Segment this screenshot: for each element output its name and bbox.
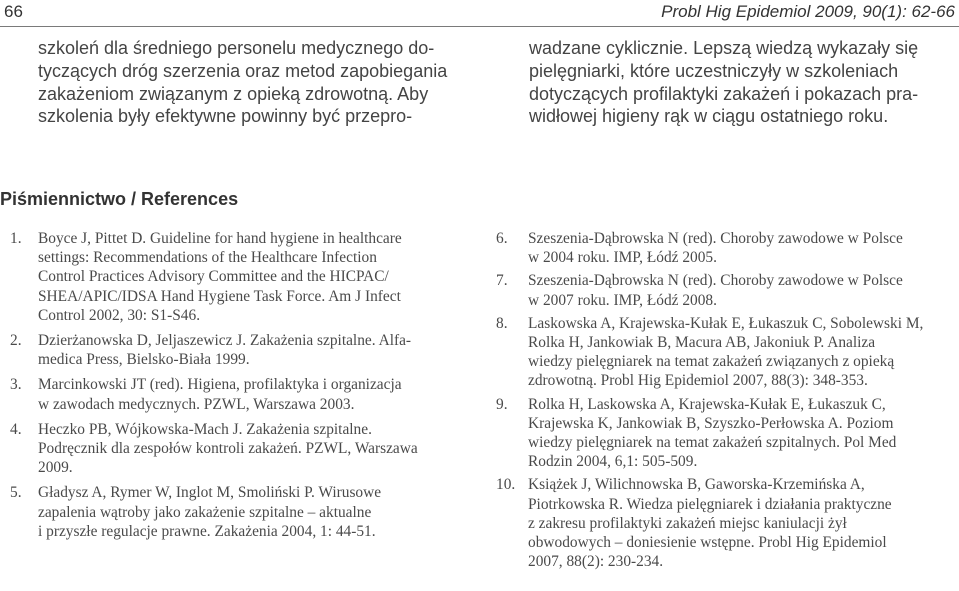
reference-number: 4. xyxy=(10,420,22,438)
reference-item xyxy=(496,475,958,571)
page-number: 66 xyxy=(4,2,23,21)
reference-line: z zakresu profilaktyki zakażeń miejsc kaniulacji żył xyxy=(528,514,847,532)
reference-line: obwodowych – doniesienie wstępne. Probl Hig Epidemiol xyxy=(528,534,887,552)
reference-number: 2. xyxy=(10,332,22,350)
reference-line: Rolka H, Jankowiak B, Macura AB, Jakoniuk P. Analiza xyxy=(528,334,876,352)
reference-line: Dzierżanowska D, Jeljaszewicz J. Zakażenia szpitalne. Alfa- xyxy=(38,332,412,350)
reference-item xyxy=(496,395,958,472)
reference-line: Podręcznik dla zespołów kontroli zakażeń. PZWL, Warszawa xyxy=(38,440,418,458)
page-header xyxy=(0,0,959,27)
reference-line: Szeszenia-Dąbrowska N (red). Choroby zawodowe w Polsce xyxy=(528,272,903,290)
reference-line: wiedzy pielęgniarek na temat zakażeń związanych z opieką xyxy=(528,353,895,371)
reference-number: 6. xyxy=(496,230,508,247)
body-line: szkoleń dla średniego personelu medycznego do- xyxy=(38,38,435,58)
reference-item xyxy=(496,314,958,391)
reference-line: 2007, 88(2): 230-234. xyxy=(528,553,664,571)
reference-line: wiedzy pielęgniarek na temat zakażeń szpitalnych. Pol Med xyxy=(528,434,897,452)
reference-line: Control Practices Advisory Committee and the HICPAC/ xyxy=(38,268,389,286)
reference-number: 8. xyxy=(496,314,508,332)
reference-line: medica Press, Bielsko-Biała 1999. xyxy=(38,351,250,369)
reference-line: Boyce J, Pittet D. Guideline for hand hygiene in healthcare xyxy=(38,230,402,247)
reference-number: 9. xyxy=(496,395,508,413)
reference-line: settings: Recommendations of the Healthcare Infection xyxy=(38,249,377,267)
reference-line: Krajewska K, Jankowiak B, Szyszko-Perłowska A. Poziom xyxy=(528,414,894,432)
reference-line: 2009. xyxy=(38,459,73,477)
body-line: zakażeniom związanym z opieką zdrowotną. Aby xyxy=(38,83,429,104)
reference-line: w 2004 roku. IMP, Łódź 2005. xyxy=(528,249,717,267)
reference-line: Książek J, Wilichnowska B, Gaworska-Krzemińska A, xyxy=(528,476,865,494)
reference-item xyxy=(10,420,472,478)
reference-line: Laskowska A, Krajewska-Kułak E, Łukaszuk C, Sobolewski M, xyxy=(528,314,924,332)
reference-line: zdrowotną. Probl Hig Epidemiol 2007, 88(3): 348-353. xyxy=(528,372,868,390)
reference-item xyxy=(496,271,958,309)
reference-line: Rodzin 2004, 6,1: 505-509. xyxy=(528,453,698,471)
reference-line: SHEA/APIC/IDSA Hand Hygiene Task Force. Am J Infect xyxy=(38,287,401,305)
reference-number: 10. xyxy=(496,476,516,494)
body-line: szkolenia były efektywne powinny być przepro- xyxy=(38,106,413,127)
reference-number: 5. xyxy=(10,484,22,502)
reference-line: Heczko PB, Wójkowska-Mach J. Zakażenia szpitalne. xyxy=(38,420,372,438)
reference-item xyxy=(10,331,472,369)
reference-line: w 2007 roku. IMP, Łódź 2008. xyxy=(528,291,717,309)
reference-item xyxy=(10,229,472,325)
reference-line: Control 2002, 30: S1-S46. xyxy=(38,306,201,324)
body-line: dotyczących profilaktyki zakażeń i pokazach pra- xyxy=(529,83,919,104)
reference-number: 7. xyxy=(496,272,508,290)
reference-item xyxy=(10,483,472,541)
reference-line: Marcinkowski JT (red). Higiena, profilaktyka i organizacja xyxy=(38,376,402,394)
reference-item xyxy=(10,375,472,413)
reference-line: Piotrkowska R. Wiedza pielęgniarek i działania praktyczne xyxy=(528,495,892,513)
reference-number: 3. xyxy=(10,376,22,394)
reference-item xyxy=(496,229,958,267)
reference-line: Gładysz A, Rymer W, Inglot M, Smoliński P. Wirusowe xyxy=(38,484,382,502)
reference-number: 1. xyxy=(10,230,22,247)
reference-line: w zawodach medycznych. PZWL, Warszawa 2003. xyxy=(38,395,355,413)
references-list-left xyxy=(10,229,472,541)
body-text-right xyxy=(529,37,959,128)
references-heading: Piśmiennictwo / References xyxy=(0,189,239,209)
journal-citation: Probl Hig Epidemiol 2009, 90(1): 62-66 xyxy=(661,2,955,21)
references-list-right xyxy=(496,229,958,571)
body-line: pielęgniarki, które uczestniczyły w szkoleniach xyxy=(529,60,899,81)
body-line: tyczących dróg szerzenia oraz metod zapobiegania xyxy=(38,60,448,81)
reference-line: i przyszłe regulacje prawne. Zakażenia 2004, 1: 44-51. xyxy=(38,522,376,540)
reference-line: zapalenia wątroby jako zakażenie szpitalne – aktualne xyxy=(38,503,372,521)
reference-line: Szeszenia-Dąbrowska N (red). Choroby zawodowe w Polsce xyxy=(528,230,903,247)
body-text-left xyxy=(38,37,468,128)
reference-line: Rolka H, Laskowska A, Krajewska-Kułak E, Łukaszuk C, xyxy=(528,395,886,413)
body-line: widłowej higieny rąk w ciągu ostatniego roku. xyxy=(529,106,889,127)
body-line: wadzane cyklicznie. Lepszą wiedzą wykazały się xyxy=(529,38,919,58)
